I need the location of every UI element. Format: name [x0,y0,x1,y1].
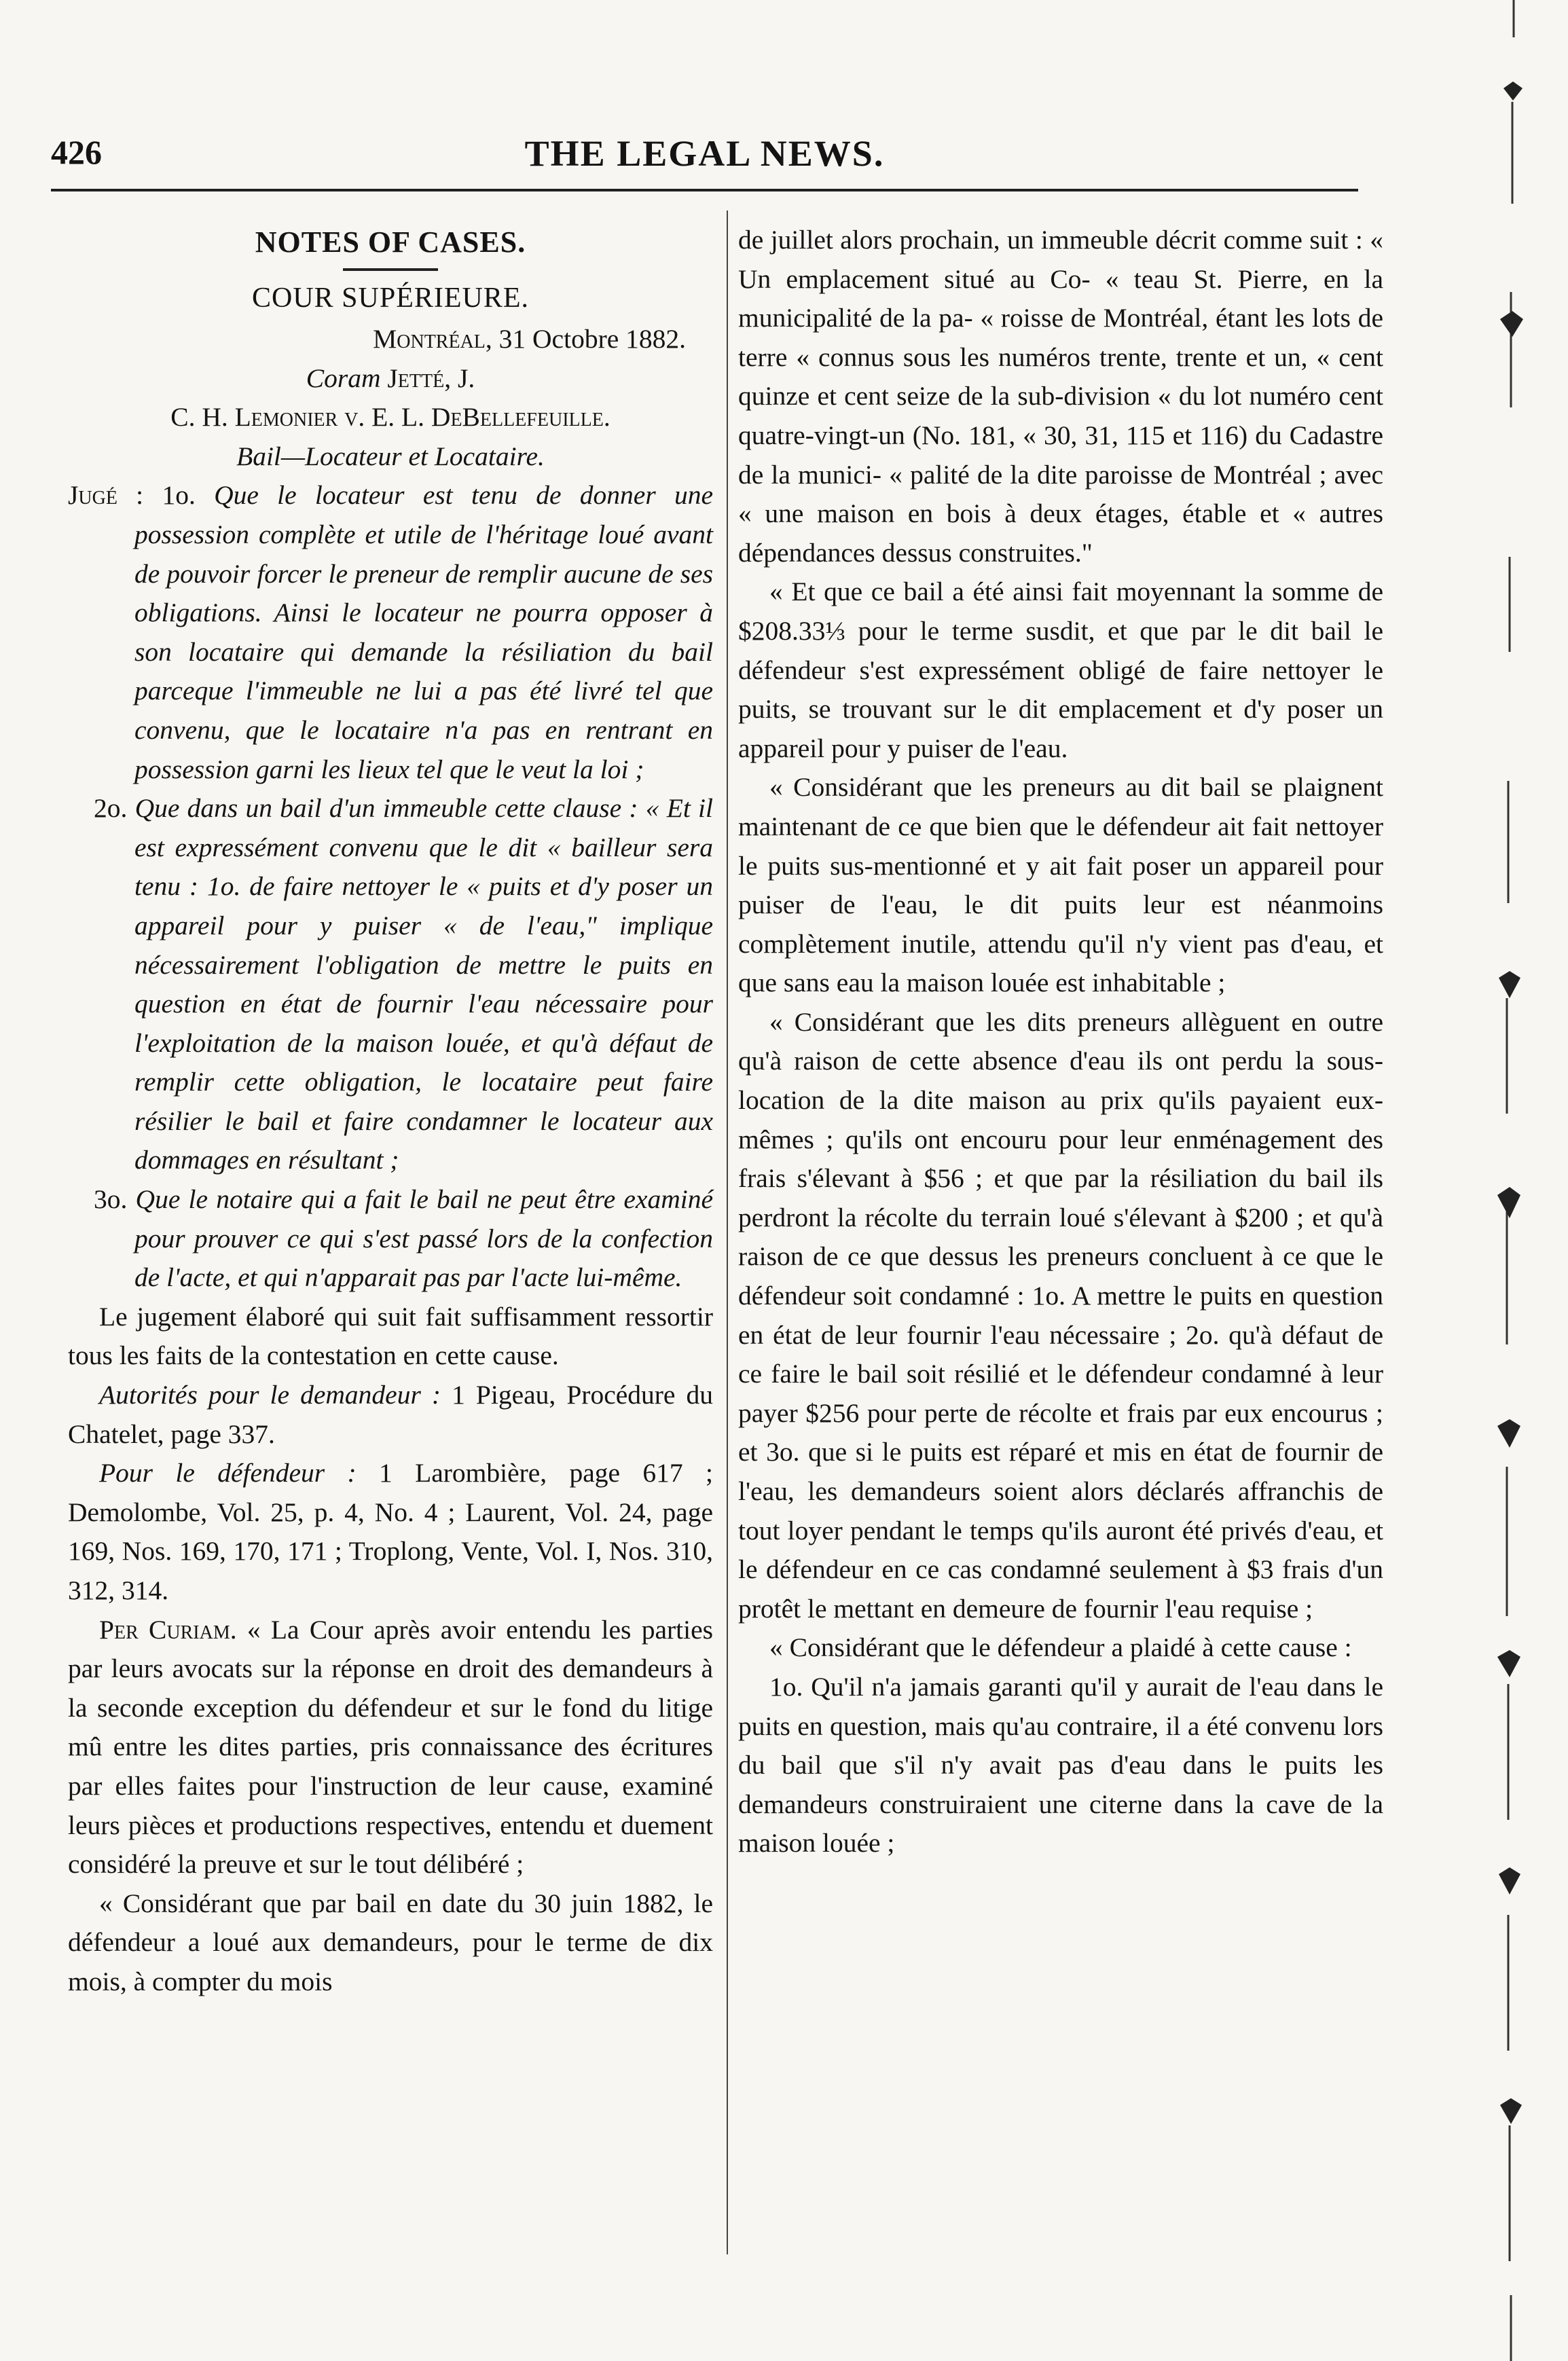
authorities-plaintiff-text: 1 Pigeau, Procédure du Chatelet, page 337. [68,1380,713,1449]
coram-label: Coram [306,363,381,393]
per-curiam-label: Per Curiam. [99,1614,237,1645]
holding-2-quote: « Et il est expressément convenu que le dit « bailleur sera tenu : 1o. de faire nettoyer le « puits et d'y poser un appareil pour y puiser « de l'eau," implique nécessairement l'obligation de mettre le puits en question en état de fournir l'eau nécessaire pour l'exploitation de la maison louée, et qu'à défaut de remplir cette obligation, le locataire peut faire résilier le bail et faire condamner le locateur aux dommages en résultant ; [134,793,714,1175]
considerant-complaint: « Considérant que les preneurs au dit bail se plaignent maintenant de ce que bien que le défendeur ait fait nettoyer le puits sus-mentionné et y ait fait poser un appareil pour puiser de l'eau, le dit puits leur est néanmoins complètement inutile, attendu qu'il n'y vient pas d'eau, et que sans eau la maison louée est inhabitable ; [738,772,1383,998]
page-number: 426 [51,133,102,171]
lease-terms: « Et que ce bail a été ainsi fait moyennant la somme de $208.33⅓ pour le terme susdit, et que par le dit bail le défendeur s'est expressément obligé de faire nettoyer le puits, se trouvant sur le dit emplacement et d'y poser un appareil pour y puiser de l'eau. [738,576,1383,763]
section-title: NOTES OF CASES. [255,225,526,259]
place: Montréal, [373,324,492,354]
right-column [738,221,1383,1863]
considerant-allegations: « Considérant que les dits preneurs allèguent en outre qu'à raison de cette absence d'eau ils ont perdu la sous-location de la dite maison au prix qu'ils payaient eux-mêmes ; qu'ils ont encouru pour leur enménagement des frais s'élevant à $56 ; et que par la résiliation du bail ils perdront la récolte du terrain loué s'élevant à $200 ; et qu'à raison de ce que dessus les preneurs concluent à ce que le défendeur soit condamné : 1o. A mettre le puits en question en état de leur fournir l'eau nécessaire ; 2o. qu'à défaut de ce faire le bail soit résilié et le défendeur condamné à leur payer $256 pour perte de récolte et frais par eux encourus ; et 3o. que si le puits est réparé et mis en état de fournir de l'eau, les demandeurs soient alors déclarés affranchis de tout loyer pendant le temps qu'ils auront été privés d'eau, et le défendeur en ce cas condamné seulement à $3 frais d'un protêt le mettant en demeure de fournir l'eau requise ; [738,1006,1383,1624]
coram-judge: Jetté, J. [387,363,475,393]
date: 31 Octobre 1882. [498,324,686,354]
court-name: COUR SUPÉRIEURE. [251,282,530,314]
holding-2 [68,789,713,1180]
considerant-defence: « Considérant que le défendeur a plaidé à cette cause : [769,1632,1352,1663]
holding-2-text: Que dans un bail d'un immeuble cette clause : [134,793,638,824]
holding-2-number: 2o. [94,793,128,824]
title-rule [343,268,438,271]
binding-margin-marks [1466,0,1568,2361]
holding-3-number: 3o. [94,1184,128,1215]
authorities-plaintiff [68,1376,713,1454]
juge-label: Jugé : [68,480,144,511]
holding-1 [68,476,713,789]
left-column [68,221,713,2002]
case-subject: Bail—Locateur et Locataire. [236,441,545,471]
authorities-defendant-text: 1 Larombière, page 617 ; Demolombe, Vol. 25, p. 4, No. 4 ; Laurent, Vol. 24, page 169, Nos. 169, 170, 171 ; Troplong, Vente, Vol. I, Nos. 310, 312, 314. [68,1458,713,1605]
holding-1-text: Que le locateur est tenu de donner une possession complète et utile de l'héritage loué avant de pouvoir forcer le preneur de remplir aucune de ses obligations. Ainsi le locateur ne pourra opposer à son locataire qui demande la résiliation du bail parceque l'immeuble ne lui a pas été livré tel que convenu, que le locataire n'a pas en rentrant en possession garni les lieux tel que le veut la loi ; [134,480,713,784]
lease-description: de juillet alors prochain, un immeuble décrit comme suit : « Un emplacement situé au Co- « teau St. Pierre, en la municipalité de la pa- « roisse de Montréal, étant les lots de terre « connus sous les numéros trente, trente et un, « cent quinze et cent seize de la sub-division « du lot numéro cent quatre-vingt-un (No. 181, « 30, 31, 115 et 116) du Cadastre de la munici- « palité de la dite paroisse de Montréal ; avec « une maison en bois à deux étages, étable et « autres dépendances dessus construites." [738,225,1383,568]
authorities-defendant-label: Pour le défendeur : [99,1458,357,1488]
judgement-intro: Le jugement élaboré qui suit fait suffisamment ressortir tous les faits de la contestation en cette cause. [68,1301,713,1371]
per-curiam [68,1611,713,1884]
holding-3 [68,1180,713,1298]
defence-point-1: 1o. Qu'il n'a jamais garanti qu'il y aurait de l'eau dans le puits en question, mais qu'au contraire, il a été convenu lors du bail que s'il n'y avait pas d'eau dans le puits les demandeurs construiraient une citerne dans la cave de la maison louée ; [738,1671,1383,1859]
coram-line [68,359,713,399]
column-divider [727,211,728,2254]
journal-title: THE LEGAL NEWS. [524,133,885,174]
header-rule [51,189,1358,191]
case-parties: C. H. Lemonier v. E. L. DeBellefeuille. [170,402,610,433]
place-date [68,320,713,359]
per-curiam-text: « La Cour après avoir entendu les parties par leurs avocats sur la réponse en droit des demandeurs à la seconde exception du défendeur et sur le fond du litige mû entre les dites parties, pris connaissance des écritures par elles faites pour l'instruction de leur cause, examiné leurs pièces et productions respectives, entendu et duement considéré la preuve et sur le tout délibéré ; [68,1614,713,1880]
authorities-plaintiff-label: Autorités pour le demandeur : [99,1380,441,1410]
considerant-1: « Considérant que par bail en date du 30 juin 1882, le défendeur a loué aux demandeurs, pour le terme de dix mois, à compter du mois [68,1888,713,1996]
holding-3-text: Que le notaire qui a fait le bail ne peut être examiné pour prouver ce qui s'est passé lors de la confection de l'acte, et qui n'apparait pas par l'acte lui-même. [134,1184,713,1293]
authorities-defendant [68,1454,713,1610]
holding-1-number: 1o. [162,480,196,511]
page-header [51,132,1358,180]
